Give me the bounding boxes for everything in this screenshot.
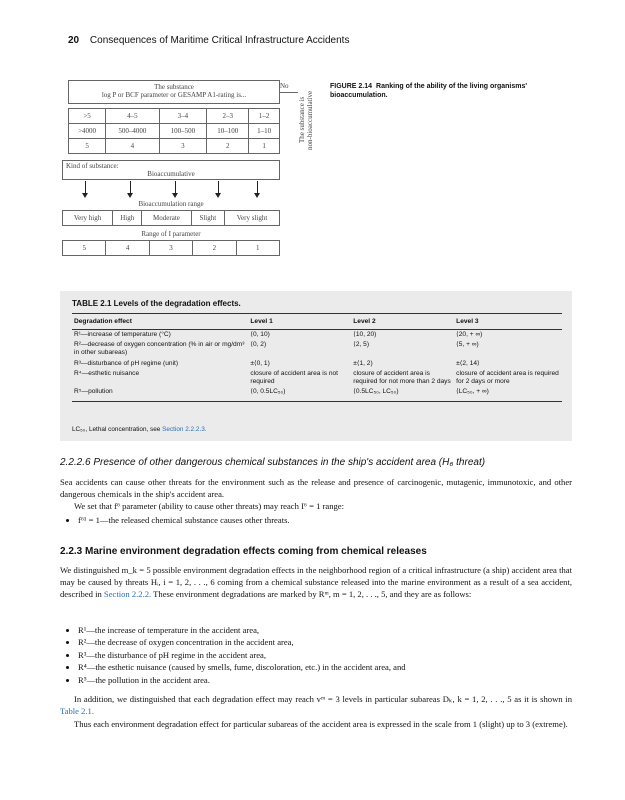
table-cell: ⟨0.5LC₅₀, LC₅₀) [351, 387, 454, 401]
fig-range-item: Moderate [142, 211, 191, 226]
table-cell: closure of accident area is required for not more than 2 days [353, 369, 451, 386]
table-cell: ⟨10, 20) [353, 331, 377, 338]
table-cell: R⁴—esthetic nuisance [74, 369, 140, 377]
table-cell: ⟨0, 0.5LC₅₀) [248, 387, 351, 401]
table-2-1 [60, 291, 572, 441]
table-footnote-text: LC₅₀, Lethal concentration, see [72, 426, 163, 433]
fig-grid-cell: 3 [159, 139, 207, 154]
degradation-table [72, 313, 562, 402]
table-header: Level 2 [351, 314, 454, 330]
paragraph: We set that f⁶ parameter (ability to cause other threats) may reach I⁶ = 1 range: [74, 501, 344, 511]
fig-grid-cell: 500–4000 [106, 124, 159, 139]
fig-param-value: 2 [193, 241, 236, 256]
fig-kind-label: Kind of substance: [66, 162, 119, 170]
arrow-down-icon [218, 181, 219, 194]
table-row [72, 340, 562, 358]
fig-param-value: 5 [63, 241, 106, 256]
table-footnote [72, 426, 207, 433]
table-cell: ±⟨1, 2) [353, 359, 373, 367]
table-header: Degradation effect [72, 314, 248, 330]
fig-param-value: 3 [149, 241, 192, 256]
table-cell: ⟨0, 10) [250, 331, 270, 338]
table-cell: ⟨5, + ∞) [456, 341, 479, 349]
table-cell: ±⟨0, 1) [250, 359, 270, 367]
fig-grid-cell: 2 [207, 139, 249, 154]
section-heading-2-2-2-6: 2.2.2.6 Presence of other dangerous chemical substances in the ship's accident area (H₆ threat) [60, 457, 486, 468]
paragraph [60, 564, 572, 601]
paragraph-text: These environment degradations are marked by Rᵐ, m = 1, 2, . . ., 5, and they are as follows: [151, 589, 472, 600]
bullet-list [60, 624, 572, 686]
table-cell: R⁵—pollution [72, 387, 248, 401]
fig-top-box: The substance log P or BCF parameter or GESAMP A1-rating is... [68, 80, 280, 104]
figure-caption-label: FIGURE 2.14 [330, 83, 373, 90]
paragraph [60, 693, 572, 717]
page-number: 20 [68, 35, 80, 46]
fig-grid-cell: 100–500 [159, 124, 207, 139]
table-cell: closure of accident area is required for 2 days or more [456, 369, 559, 386]
fig-grid-cell: 3–4 [159, 109, 207, 124]
table-cell: R³—disturbance of pH regime (unit) [74, 359, 179, 367]
figure-2-14 [60, 80, 345, 290]
figure-caption [330, 82, 570, 101]
arrow-down-icon [130, 181, 131, 194]
table-cell: ±⟨2, 14⟩ [456, 359, 480, 367]
fig-grid-cell: 4 [106, 139, 159, 154]
table-row [72, 330, 562, 341]
paragraph-text: We distinguished m_k = 5 possible environment degradation effects in the neighborhood region of a critical infrastructure (a ship) accident area that may be caused by threats Hᵢ, i = 1, 2, . . ., 6 coming from a chemical substance released into the marine environment as a result of a sea accident, described in [60, 565, 572, 600]
fig-range-item: Slight [191, 211, 225, 226]
fig-param-row [62, 240, 280, 256]
fig-param-value: 1 [236, 241, 279, 256]
paragraph-text: In addition, we distinguished that each degradation effect may reach vᵐ = 3 levels in particular subareas Dₖ, k = 1, 2, . . ., 5 as it is shown in [74, 694, 572, 704]
paragraph: Thus each environment degradation effect for particular subareas of the accident area is expressed in the scale from 1 (slight) up to 3 (extreme). [74, 719, 568, 729]
fig-grid-cell: 1 [249, 139, 280, 154]
fig-grid-cell: >5 [69, 109, 106, 124]
running-header [68, 35, 349, 46]
section-heading-2-2-3: 2.2.3 Marine environment degradation effects coming from chemical releases [60, 546, 427, 557]
arrow-down-icon [257, 181, 258, 194]
fig-grid-cell: >4000 [69, 124, 106, 139]
list-item: • R⁵—the pollution in the accident area. [78, 674, 572, 686]
fig-kind-box [62, 160, 280, 180]
fig-no-connector [280, 92, 298, 93]
fig-side-box: The substance is non-bioaccumulative [298, 90, 314, 150]
table-cell: R²—decrease of oxygen concentration (% in air or mg/dm³ in other subareas) [74, 341, 245, 357]
list-item: • R¹—the increase of temperature in the accident area, [78, 624, 572, 636]
table-title: TABLE 2.1 Levels of the degradation effects. [72, 299, 241, 308]
figure-caption-text: Ranking of the ability of the living organisms' bioaccumulation. [330, 83, 528, 100]
fig-range-label: Bioaccumulation range [138, 200, 204, 208]
table-cell: ⟨20, + ∞) [456, 331, 483, 338]
paragraph: Sea accidents can cause other threats for the environment such as the release and presence of carcinogenic, mutagenic, immunotoxic, and other dangerous chemicals in the ship's accident area. [60, 477, 572, 500]
fig-grid-cell: 5 [69, 139, 106, 154]
table-row [72, 359, 562, 369]
table-cell: closure of accident area is not required [250, 369, 338, 386]
table-row [72, 369, 562, 387]
fig-grid [68, 108, 280, 154]
fig-param-value: 4 [106, 241, 149, 256]
fig-grid-cell: 2–3 [207, 109, 249, 124]
fig-range-row [62, 210, 280, 226]
table-cell: ⟨0, 2) [250, 341, 267, 349]
list-item: • R³—the disturbance of pH regime in the accident area, [78, 649, 572, 661]
list-item: • R²—the decrease of oxygen concentration in the accident area, [78, 636, 572, 648]
fig-range-item: Very slight [225, 211, 280, 226]
table-header: Level 3 [454, 314, 562, 330]
fig-grid-cell: 1–10 [249, 124, 280, 139]
fig-grid-cell: 1–2 [249, 109, 280, 124]
list-item: • f⁶¹ = 1—the released chemical substance causes other threats. [78, 514, 572, 526]
fig-no-label: No [280, 82, 289, 90]
section-link[interactable]: Section 2.2.2.3. [162, 426, 207, 433]
fig-grid-cell: 4–5 [106, 109, 159, 124]
arrow-down-icon [175, 181, 176, 194]
fig-kind-value: Bioaccumulative [147, 170, 195, 179]
bullet-list [60, 514, 572, 526]
table-header: Level 1 [248, 314, 351, 330]
list-item: • R⁴—the esthetic nuisance (caused by smells, fume, discoloration, etc.) in the accident area, and [78, 661, 572, 673]
table-link[interactable]: Table 2.1. [60, 706, 95, 717]
fig-grid-cell: 10–100 [207, 124, 249, 139]
table-cell: ⟨LC₅₀, + ∞) [454, 387, 562, 401]
section-link[interactable]: Section 2.2.2. [103, 589, 152, 600]
fig-range-item: High [113, 211, 142, 226]
table-cell: ⟨2, 5) [353, 341, 370, 349]
arrow-down-icon [85, 181, 86, 194]
table-row [72, 387, 562, 401]
fig-range-item: Very high [63, 211, 113, 226]
table-cell: R¹—increase of temperature (°C) [74, 331, 171, 338]
running-title: Consequences of Maritime Critical Infrastructure Accidents [89, 35, 350, 46]
fig-param-label: Range of I parameter [141, 230, 201, 238]
